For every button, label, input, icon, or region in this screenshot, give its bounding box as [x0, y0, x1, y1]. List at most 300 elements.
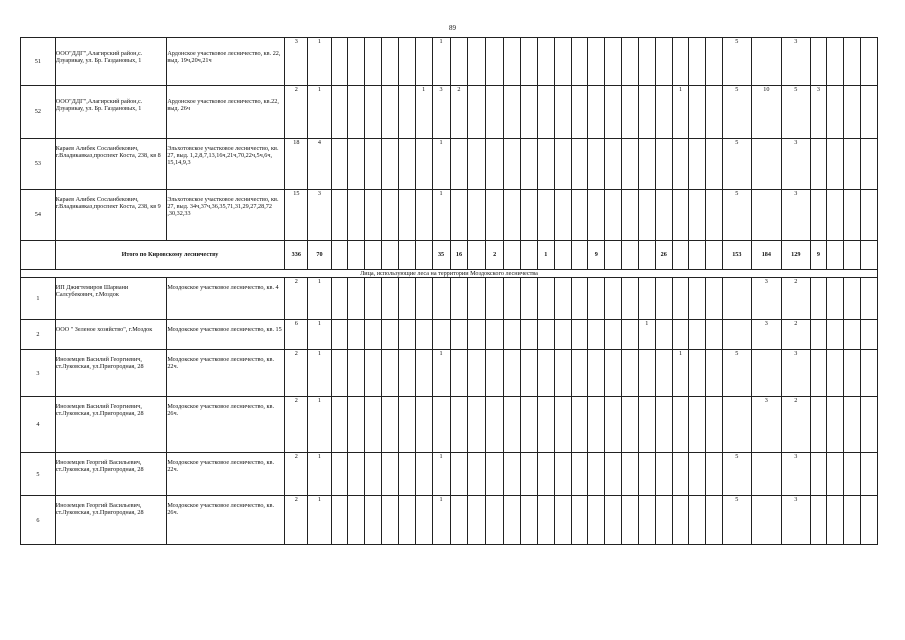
value-cell — [605, 397, 622, 453]
value-cell — [382, 320, 399, 350]
user-name-cell — [55, 320, 167, 350]
table-row — [21, 38, 878, 86]
value-cell — [554, 190, 571, 241]
row-number: 51 — [21, 38, 56, 86]
table-row — [21, 320, 878, 350]
row-number: 1 — [21, 278, 56, 320]
value-cell — [588, 38, 605, 86]
value-cell — [486, 397, 504, 453]
value-cell: 1 — [308, 350, 331, 397]
value-cell — [655, 278, 672, 320]
forest-location: Моздокское участковое лесничество, кв. 22ч. — [167, 356, 274, 371]
value-cell — [365, 320, 382, 350]
user-name: Иноземцев Георгий Васильевич, ст.Луковская, ул.Пригородная, 28 — [55, 459, 144, 474]
forest-location: Ардонское участковое лесничество, кв.22, выд. 26ч — [167, 98, 279, 113]
value-cell — [571, 320, 588, 350]
value-cell — [486, 496, 504, 545]
value-cell — [348, 496, 365, 545]
value-cell — [588, 350, 605, 397]
value-cell — [382, 139, 399, 190]
value-cell — [827, 278, 844, 320]
value-cell — [554, 496, 571, 545]
value-cell: 2 — [285, 397, 308, 453]
value-cell — [415, 320, 432, 350]
value-cell — [348, 190, 365, 241]
value-cell — [504, 496, 521, 545]
location-cell — [167, 86, 285, 139]
value-cell — [486, 350, 504, 397]
value-cell — [521, 453, 538, 496]
value-cell: 3 — [285, 38, 308, 86]
user-name: Иноземцев Василий Георгиевич, ст.Луковская, ул.Пригородная, 28 — [55, 403, 144, 418]
value-cell — [844, 190, 861, 241]
value-cell — [605, 278, 622, 320]
value-cell — [689, 453, 706, 496]
value-cell — [537, 350, 554, 397]
value-cell — [468, 453, 486, 496]
value-cell — [571, 139, 588, 190]
value-cell — [655, 350, 672, 397]
value-cell — [537, 453, 554, 496]
total-value-cell — [504, 241, 521, 270]
value-cell — [672, 190, 689, 241]
total-value-cell — [415, 241, 432, 270]
value-cell — [655, 86, 672, 139]
user-name: Караев Алибек Сосланбекович, г.Владикавказ,проспект Коста, 238, кв 8 — [55, 145, 161, 160]
value-cell — [689, 190, 706, 241]
value-cell — [588, 139, 605, 190]
value-cell: 2 — [285, 453, 308, 496]
value-cell — [706, 38, 723, 86]
value-cell: 3 — [782, 350, 810, 397]
value-cell — [655, 320, 672, 350]
value-cell — [365, 139, 382, 190]
value-cell — [554, 350, 571, 397]
value-cell: 3 — [751, 320, 782, 350]
value-cell — [689, 86, 706, 139]
value-cell — [571, 278, 588, 320]
value-cell — [605, 350, 622, 397]
value-cell — [521, 190, 538, 241]
value-cell — [638, 453, 655, 496]
value-cell — [415, 190, 432, 241]
value-cell — [605, 190, 622, 241]
value-cell — [810, 139, 827, 190]
total-value-cell: 129 — [782, 241, 810, 270]
row-number: 6 — [21, 496, 56, 545]
value-cell — [844, 139, 861, 190]
value-cell — [382, 86, 399, 139]
value-cell — [331, 496, 348, 545]
value-cell: 1 — [432, 496, 450, 545]
value-cell: 3 — [782, 453, 810, 496]
user-name-cell — [55, 278, 167, 320]
value-cell — [723, 397, 751, 453]
value-cell — [537, 190, 554, 241]
value-cell — [751, 496, 782, 545]
total-number-cell — [21, 241, 56, 270]
value-cell — [537, 397, 554, 453]
value-cell — [706, 278, 723, 320]
user-name-cell — [55, 397, 167, 453]
total-value-cell: 1 — [537, 241, 554, 270]
value-cell — [723, 320, 751, 350]
value-cell — [365, 86, 382, 139]
value-cell — [810, 320, 827, 350]
total-label: Итого по Кировскому лесничеству — [55, 241, 285, 270]
value-cell — [672, 397, 689, 453]
row-number: 52 — [21, 86, 56, 139]
table-row — [21, 139, 878, 190]
value-cell — [672, 38, 689, 86]
value-cell — [348, 320, 365, 350]
value-cell — [571, 496, 588, 545]
value-cell: 5 — [723, 139, 751, 190]
value-cell — [844, 320, 861, 350]
value-cell — [622, 38, 639, 86]
value-cell — [348, 139, 365, 190]
value-cell — [571, 350, 588, 397]
total-value-cell — [571, 241, 588, 270]
value-cell — [861, 38, 878, 86]
total-value-cell — [689, 241, 706, 270]
value-cell — [622, 139, 639, 190]
total-value-cell — [706, 241, 723, 270]
value-cell — [861, 139, 878, 190]
value-cell — [810, 397, 827, 453]
value-cell — [861, 320, 878, 350]
value-cell — [672, 320, 689, 350]
value-cell — [432, 397, 450, 453]
value-cell — [450, 190, 468, 241]
total-value-cell: 16 — [450, 241, 468, 270]
value-cell: 2 — [782, 320, 810, 350]
value-cell — [672, 496, 689, 545]
user-name: Иноземцев Георгий Васильевич, ст.Луковская, ул.Пригородная, 28 — [55, 502, 144, 517]
value-cell — [468, 190, 486, 241]
value-cell — [450, 453, 468, 496]
value-cell — [672, 139, 689, 190]
value-cell — [504, 278, 521, 320]
value-cell — [382, 453, 399, 496]
value-cell — [504, 397, 521, 453]
value-cell — [706, 139, 723, 190]
user-name: ООО"ДДГ",Алагирский район,с. Дзуарикау, ул. Бр. Газдановых, 1 — [55, 50, 143, 65]
value-cell — [521, 38, 538, 86]
value-cell — [655, 190, 672, 241]
value-cell — [398, 139, 415, 190]
value-cell — [588, 453, 605, 496]
value-cell — [810, 453, 827, 496]
value-cell: 3 — [432, 86, 450, 139]
value-cell — [537, 496, 554, 545]
value-cell — [365, 190, 382, 241]
value-cell — [655, 38, 672, 86]
value-cell — [537, 38, 554, 86]
value-cell — [706, 496, 723, 545]
value-cell — [655, 496, 672, 545]
value-cell — [504, 320, 521, 350]
forest-location: Моздокское участковое лесничество, кв. 26ч. — [167, 403, 274, 418]
value-cell — [331, 139, 348, 190]
user-name-cell — [55, 86, 167, 139]
value-cell — [504, 350, 521, 397]
value-cell: 2 — [285, 496, 308, 545]
value-cell — [751, 38, 782, 86]
value-cell — [415, 453, 432, 496]
total-value-cell — [605, 241, 622, 270]
value-cell — [672, 278, 689, 320]
value-cell — [810, 38, 827, 86]
forest-location: Моздокское участковое лесничество, кв. 4 — [167, 284, 279, 292]
value-cell — [521, 139, 538, 190]
value-cell — [398, 190, 415, 241]
value-cell — [521, 350, 538, 397]
value-cell — [554, 320, 571, 350]
value-cell — [468, 496, 486, 545]
section-header-row — [21, 270, 878, 278]
value-cell — [537, 320, 554, 350]
value-cell — [588, 278, 605, 320]
value-cell — [486, 190, 504, 241]
table-row — [21, 397, 878, 453]
total-row — [21, 241, 878, 270]
value-cell — [827, 397, 844, 453]
value-cell — [450, 38, 468, 86]
value-cell: 1 — [672, 350, 689, 397]
value-cell — [504, 453, 521, 496]
value-cell — [588, 86, 605, 139]
value-cell — [398, 278, 415, 320]
value-cell: 2 — [782, 397, 810, 453]
value-cell — [415, 350, 432, 397]
value-cell — [450, 320, 468, 350]
user-name: ООО"ДДГ",Алагирский район,с. Дзуарикау, ул. Бр. Газдановых, 1 — [55, 98, 143, 113]
value-cell: 10 — [751, 86, 782, 139]
value-cell — [415, 496, 432, 545]
value-cell — [638, 397, 655, 453]
value-cell — [622, 453, 639, 496]
value-cell — [450, 350, 468, 397]
value-cell: 3 — [751, 397, 782, 453]
total-value-cell: 336 — [285, 241, 308, 270]
value-cell — [571, 397, 588, 453]
value-cell: 2 — [285, 86, 308, 139]
value-cell — [723, 278, 751, 320]
value-cell — [521, 86, 538, 139]
value-cell — [861, 350, 878, 397]
total-value-cell — [398, 241, 415, 270]
value-cell — [827, 350, 844, 397]
value-cell — [537, 86, 554, 139]
value-cell — [521, 278, 538, 320]
value-cell — [638, 496, 655, 545]
value-cell — [605, 38, 622, 86]
total-value-cell — [348, 241, 365, 270]
value-cell: 5 — [723, 38, 751, 86]
value-cell — [861, 453, 878, 496]
value-cell — [331, 453, 348, 496]
value-cell: 1 — [415, 86, 432, 139]
value-cell: 1 — [308, 38, 331, 86]
value-cell: 3 — [782, 190, 810, 241]
value-cell — [689, 139, 706, 190]
user-name-cell — [55, 496, 167, 545]
value-cell: 2 — [285, 278, 308, 320]
value-cell — [810, 496, 827, 545]
row-number: 3 — [21, 350, 56, 397]
value-cell — [486, 320, 504, 350]
value-cell: 2 — [285, 350, 308, 397]
total-value-cell: 70 — [308, 241, 331, 270]
forest-location: Эльхотовское участковое лесничество, кв. 27, выд. 1,2,8,7,13,16ч,21ч,70,22ч,5ч,6ч, 15,14,9,3 — [167, 145, 279, 167]
value-cell — [382, 350, 399, 397]
value-cell — [398, 453, 415, 496]
value-cell — [861, 496, 878, 545]
value-cell — [844, 38, 861, 86]
location-cell — [167, 278, 285, 320]
total-value-cell — [365, 241, 382, 270]
total-value-cell: 9 — [588, 241, 605, 270]
value-cell — [605, 86, 622, 139]
value-cell — [638, 278, 655, 320]
value-cell — [588, 320, 605, 350]
value-cell: 5 — [723, 496, 751, 545]
value-cell — [486, 278, 504, 320]
value-cell — [468, 397, 486, 453]
value-cell — [810, 190, 827, 241]
user-name: Караев Алибек Сосланбекович, г.Владикавказ,проспект Коста, 238, кв 9 — [55, 196, 161, 211]
total-value-cell — [844, 241, 861, 270]
value-cell — [365, 397, 382, 453]
value-cell — [689, 38, 706, 86]
value-cell: 3 — [782, 139, 810, 190]
value-cell: 1 — [432, 190, 450, 241]
value-cell: 5 — [723, 190, 751, 241]
value-cell: 1 — [308, 86, 331, 139]
value-cell — [622, 190, 639, 241]
value-cell — [588, 496, 605, 545]
value-cell — [382, 190, 399, 241]
value-cell: 1 — [432, 453, 450, 496]
value-cell — [571, 190, 588, 241]
value-cell: 1 — [308, 397, 331, 453]
value-cell — [827, 190, 844, 241]
value-cell: 5 — [723, 86, 751, 139]
value-cell — [450, 496, 468, 545]
value-cell — [655, 139, 672, 190]
value-cell — [861, 86, 878, 139]
value-cell — [638, 190, 655, 241]
value-cell: 6 — [285, 320, 308, 350]
value-cell — [331, 190, 348, 241]
location-cell — [167, 139, 285, 190]
value-cell — [468, 320, 486, 350]
value-cell — [605, 320, 622, 350]
value-cell — [689, 320, 706, 350]
forest-location: Моздокское участковое лесничество, кв. 26ч. — [167, 502, 274, 517]
value-cell — [706, 397, 723, 453]
value-cell — [382, 38, 399, 86]
value-cell — [827, 86, 844, 139]
value-cell — [554, 86, 571, 139]
total-value-cell — [672, 241, 689, 270]
value-cell: 1 — [638, 320, 655, 350]
value-cell: 1 — [308, 496, 331, 545]
value-cell — [348, 38, 365, 86]
value-cell — [638, 38, 655, 86]
value-cell: 15 — [285, 190, 308, 241]
value-cell — [622, 496, 639, 545]
value-cell — [588, 190, 605, 241]
value-cell — [432, 320, 450, 350]
total-value-cell — [554, 241, 571, 270]
value-cell: 1 — [432, 38, 450, 86]
total-value-cell: 9 — [810, 241, 827, 270]
value-cell — [810, 278, 827, 320]
value-cell — [810, 350, 827, 397]
value-cell — [468, 139, 486, 190]
value-cell: 5 — [782, 86, 810, 139]
value-cell: 2 — [450, 86, 468, 139]
value-cell — [554, 397, 571, 453]
value-cell — [398, 86, 415, 139]
value-cell — [398, 38, 415, 86]
value-cell — [468, 38, 486, 86]
table-row — [21, 453, 878, 496]
value-cell — [861, 190, 878, 241]
value-cell: 3 — [782, 38, 810, 86]
value-cell: 4 — [308, 139, 331, 190]
value-cell — [486, 453, 504, 496]
user-name-cell — [55, 350, 167, 397]
value-cell — [672, 453, 689, 496]
user-name: ИП Джигтемиров Шарвани Салсубекович, г.Моздок — [55, 284, 129, 299]
forest-location: Ардонское участковое лесничество, кв. 22, выд. 19ч,20ч,21ч — [167, 50, 281, 65]
value-cell: 3 — [308, 190, 331, 241]
value-cell — [331, 320, 348, 350]
value-cell — [827, 320, 844, 350]
row-number: 54 — [21, 190, 56, 241]
location-cell — [167, 350, 285, 397]
total-value-cell — [331, 241, 348, 270]
row-number: 53 — [21, 139, 56, 190]
total-value-cell: 26 — [655, 241, 672, 270]
value-cell — [689, 397, 706, 453]
value-cell — [432, 278, 450, 320]
value-cell: 1 — [432, 350, 450, 397]
value-cell: 3 — [751, 278, 782, 320]
value-cell: 1 — [308, 278, 331, 320]
value-cell — [504, 38, 521, 86]
value-cell — [571, 453, 588, 496]
total-value-cell — [521, 241, 538, 270]
total-value-cell — [622, 241, 639, 270]
value-cell — [382, 278, 399, 320]
value-cell — [751, 350, 782, 397]
value-cell — [554, 278, 571, 320]
row-number: 2 — [21, 320, 56, 350]
value-cell — [398, 397, 415, 453]
value-cell — [537, 278, 554, 320]
value-cell — [844, 86, 861, 139]
table-row — [21, 350, 878, 397]
value-cell — [486, 86, 504, 139]
location-cell — [167, 453, 285, 496]
value-cell — [588, 397, 605, 453]
value-cell — [844, 453, 861, 496]
value-cell — [638, 86, 655, 139]
